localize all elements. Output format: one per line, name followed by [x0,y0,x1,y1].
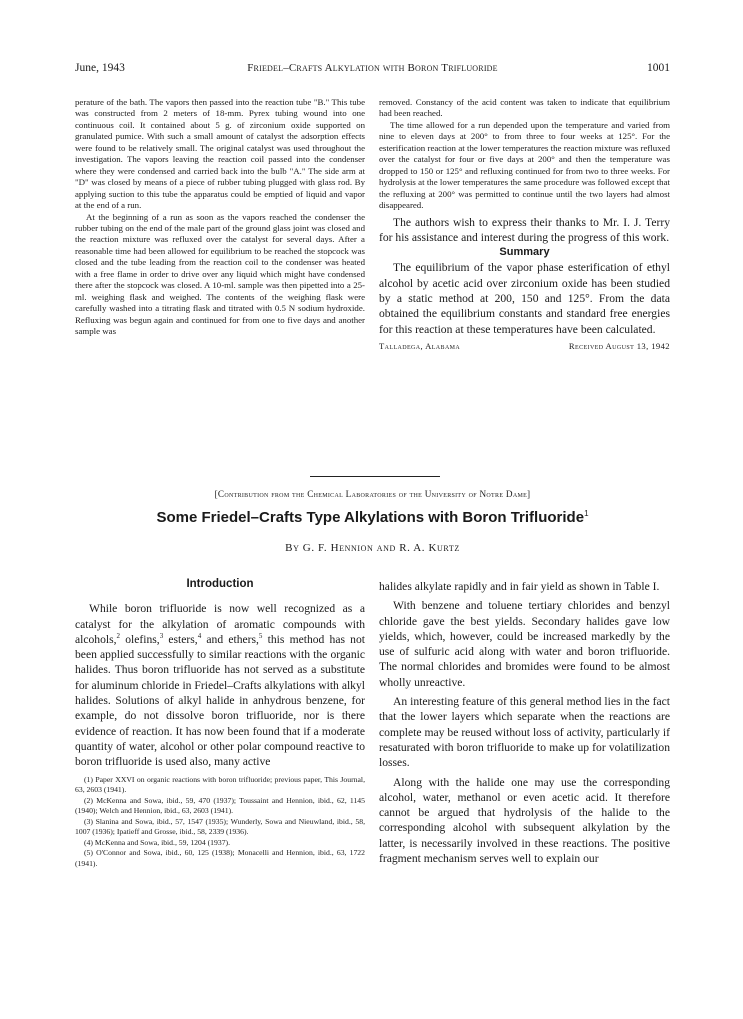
intro-text: this method has not been applied successfully to similar reactions with the organic halides. Thus boron trifluoride has not served as a substitute for aluminum chloride in Friedel–Crafts alkylations with alkyl halides. Solutions of alkyl halide in anhydrous benzene, for example, do not dissolve boron trifluoride, nor is there evidence of reaction. It has now been found that if a moderate quantity of water, alcohol or other polar compound reactive to boron trifluoride is used also, many active [75,632,365,769]
summary-heading: Summary [499,246,550,259]
article-title-text: Some Friedel–Crafts Type Alkylations with Boron Trifluoride [156,509,585,526]
paragraph: halides alkylate rapidly and in fair yield as shown in Table I. [379,580,660,593]
paragraph: perature of the bath. The vapors then passed into the reaction tube "B." This tube was constructed from 2 meters of 18-mm. Pyrex tubing wound into one continuous coil. It contained about 5 g. of zirconium oxide supported on granulated pumice. With such a small amount of catalyst the adsorption effects were found to be relatively small. The original catalyst was used throughout the investigation. The vapors leaving the reaction coil passed into the condenser where they were condensed and carried back into the bulb "A." The side arm at "D" was closed by means of a piece of rubber tubing plugged with glass rod. By applying suction to this tube the apparatus could be emptied of liquid and vapor at the end of a run. [75,97,365,211]
footnote-ref: 3 [159,632,164,641]
running-header [75,62,670,78]
author-location: Talladega, Alabama [379,340,461,351]
article-divider [310,476,440,477]
title-footnote-ref: 1 [584,509,589,518]
paragraph: removed. Constancy of the acid content was taken to indicate that equilibrium had been reached. [379,97,670,119]
paragraph: Along with the halide one may use the corresponding alcohol, water, methanol or even acetic acid. It therefore cannot be argued that hydrolysis of the halide to the corresponding alcohol with subsequent alkylation by the latter, is necessarily involved in these reactions. The positive fragment mechanism serves well to explain our [379,775,670,866]
article-signature [379,341,670,353]
footnote-ref: 2 [116,632,121,641]
contribution-line: [Contribution from the Chemical Laboratories of the University of Notre Dame] [214,489,531,499]
acknowledgment: The authors wish to express their thanks to Mr. I. J. Terry for his assistance and interest during the progress of this work. [379,215,670,244]
summary-text: The equilibrium of the vapor phase esterification of ethyl alcohol by acetic acid over zirconium oxide has been studied by a static method at 200, 150 and 125°. From the data obtained the equilibrium constants and standard free energies for this reaction at these temperatures have been calculated. [379,261,670,336]
footnote: (4) McKenna and Sowa, ibid., 59, 1204 (1937). [84,837,231,847]
header-running-title: Friedel–Crafts Alkylation with Boron Trifluoride [247,62,498,74]
bottom-left-column [75,577,365,869]
bottom-right-column [379,579,670,866]
intro-text: While boron trifluoride is now well recognized as a catalyst for the alkylation of aromatic compounds with alcohols, [75,602,365,646]
intro-text: esters, [163,632,198,646]
footnote: (3) Slanina and Sowa, ibid., 57, 1547 (1935); Wunderly, Sowa and Nieuwland, ibid., 58, 1007 (1936); Ipatieff and Grosse, ibid., 58, 2339 (1936). [75,816,365,837]
intro-text: and ethers, [201,632,259,646]
header-date: June, 1943 [75,62,125,74]
top-right-column [379,97,670,353]
received-date: Received August 13, 1942 [568,340,670,351]
paragraph: At the beginning of a run as soon as the vapors reached the condenser the rubber tubing on the end of the male part of the ground glass joint was closed and the reaction mixture was refluxed over the catalyst for several days. After a reasonable time had been allowed for equilibrium to be reached the stopcock was closed and the tube leading from the reaction coil to the condenser was heated with a free flame in order to drive over any liquid which might have condensed there after the stopcock was closed. A 10-ml. sample was then pipetted into a 25-ml. weighing flask and weighed. The contents of the weighing flask were carefully washed into a titrating flask and titrated with 0.5 N sodium hydroxide. Refluxing was begun again and continued for from one to five days and another sample was [75,211,365,337]
footnote-ref: 4 [197,632,202,641]
introduction-heading: Introduction [186,578,254,590]
article-title [75,509,670,526]
article-authors: By G. F. Hennion and R. A. Kurtz [285,542,460,554]
footnote: (1) Paper XXVI on organic reactions with boron trifluoride; previous paper, This Journal, 63, 2603 (1941). [75,774,365,795]
intro-text: olefins, [120,632,160,646]
top-left-column [75,97,365,338]
footnote: (2) McKenna and Sowa, ibid., 59, 470 (1937); Toussaint and Hennion, ibid., 62, 1145 (1940); Welch and Hennion, ibid., 63, 2603 (1941). [75,795,365,816]
paragraph: An interesting feature of this general method lies in the fact that the lower layers which separate when the reactions are complete may be reused without loss of activity, particularly if resaturated with boron trifluoride to make up for volatilization losses. [379,695,670,770]
footnote: (5) O'Connor and Sowa, ibid., 60, 125 (1938); Monacelli and Hennion, ibid., 63, 1722 (1941). [75,848,365,868]
introduction-paragraph [75,601,365,769]
paragraph: With benzene and toluene tertiary chlorides and benzyl chloride gave the best yields. Secondary halides gave low yields, which, however, could be increased markedly by the use of sulfuric acid along with water and boron trifluoride. The normal chlorides and bromides were found to be almost wholly unreactive. [379,599,670,689]
header-page-number: 1001 [647,62,670,74]
paragraph: The time allowed for a run depended upon the temperature and varied from nine to eleven days at 200° to from three to four weeks at 125°. For the esterification reaction at the lower temperatures the reaction mixture was refluxed over the catalyst for four or five days at 200° and then the temperature was dropped to 150 or 125° and refluxing continued for from two to three weeks. For hydrolysis at the lower temperatures the same procedure was followed except that the refluxing at 200° was permitted to continue until the two layers had almost disappeared. [379,119,670,211]
footnotes [75,775,365,870]
footnote-ref: 5 [258,632,263,641]
